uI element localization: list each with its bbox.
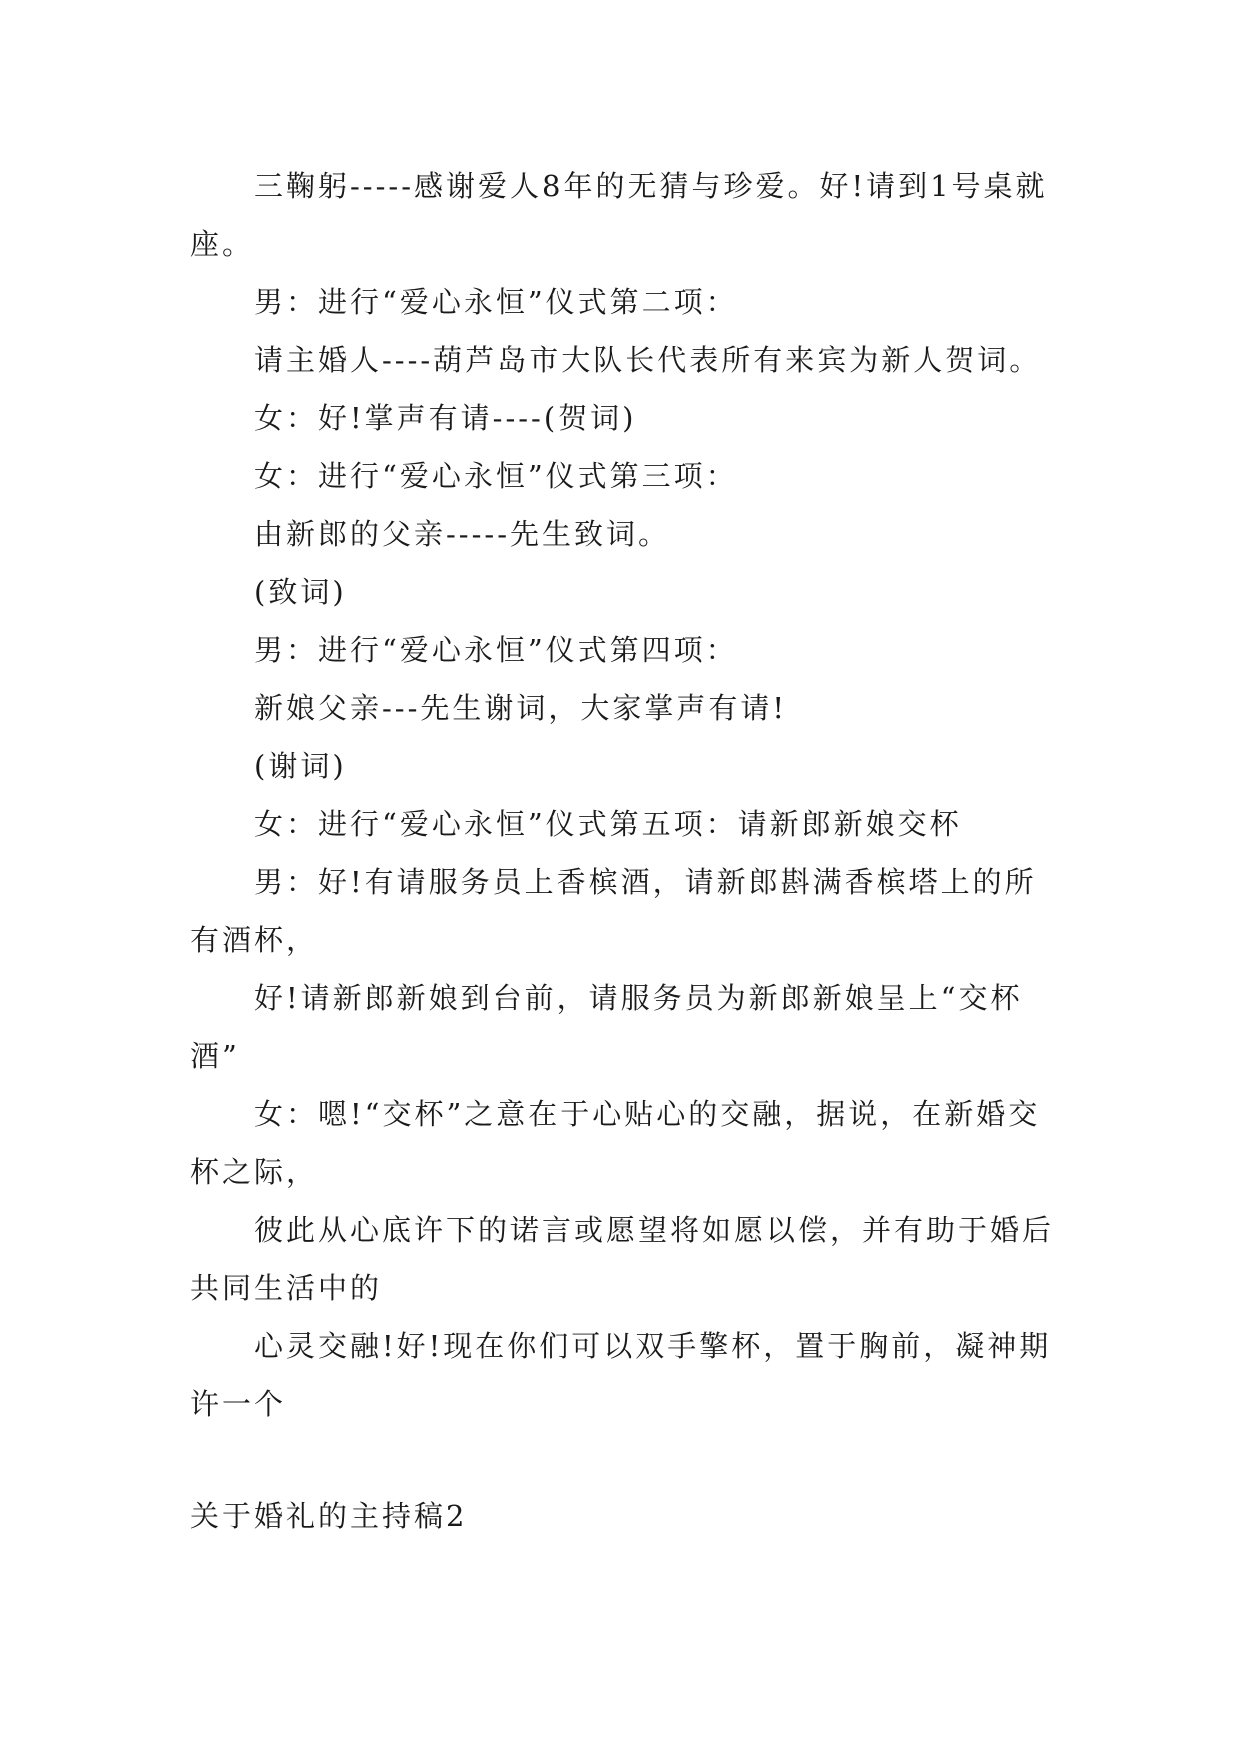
paragraph: 好!请新郎新娘到台前，请服务员为新郎新娘呈上“交杯酒” [190,981,1023,1073]
paragraph: 女：好!掌声有请----(贺词) [254,401,637,435]
paragraph: (谢词) [254,749,347,783]
paragraph: 由新郎的父亲-----先生致词。 [254,517,670,551]
document-body [190,157,1060,1433]
paragraph: 女：进行“爱心永恒”仪式第三项： [254,459,738,493]
paragraph: 女：进行“爱心永恒”仪式第五项：请新郎新娘交杯 [254,807,962,841]
paragraph: 请主婚人----葫芦岛市大队长代表所有来宾为新人贺词。 [254,343,1042,377]
paragraph: 心灵交融!好!现在你们可以双手擎杯，置于胸前，凝神期许一个 [190,1329,1052,1421]
paragraph: 彼此从心底许下的诺言或愿望将如愿以偿，并有助于婚后共同生活中的 [190,1213,1055,1305]
paragraph: 三鞠躬-----感谢爱人8年的无猜与珍爱。好!请到1号桌就座。 [190,169,1048,261]
paragraph: 新娘父亲---先生谢词，大家掌声有请! [254,691,788,725]
paragraph: (致词) [254,575,347,609]
paragraph: 男：进行“爱心永恒”仪式第四项： [254,633,738,667]
section-heading: 关于婚礼的主持稿2 [190,1499,468,1533]
paragraph: 男：好!有请服务员上香槟酒，请新郎斟满香槟塔上的所有酒杯， [190,865,1037,957]
paragraph: 女：嗯!“交杯”之意在于心贴心的交融，据说，在新婚交杯之际， [190,1097,1041,1189]
paragraph: 男：进行“爱心永恒”仪式第二项： [254,285,738,319]
